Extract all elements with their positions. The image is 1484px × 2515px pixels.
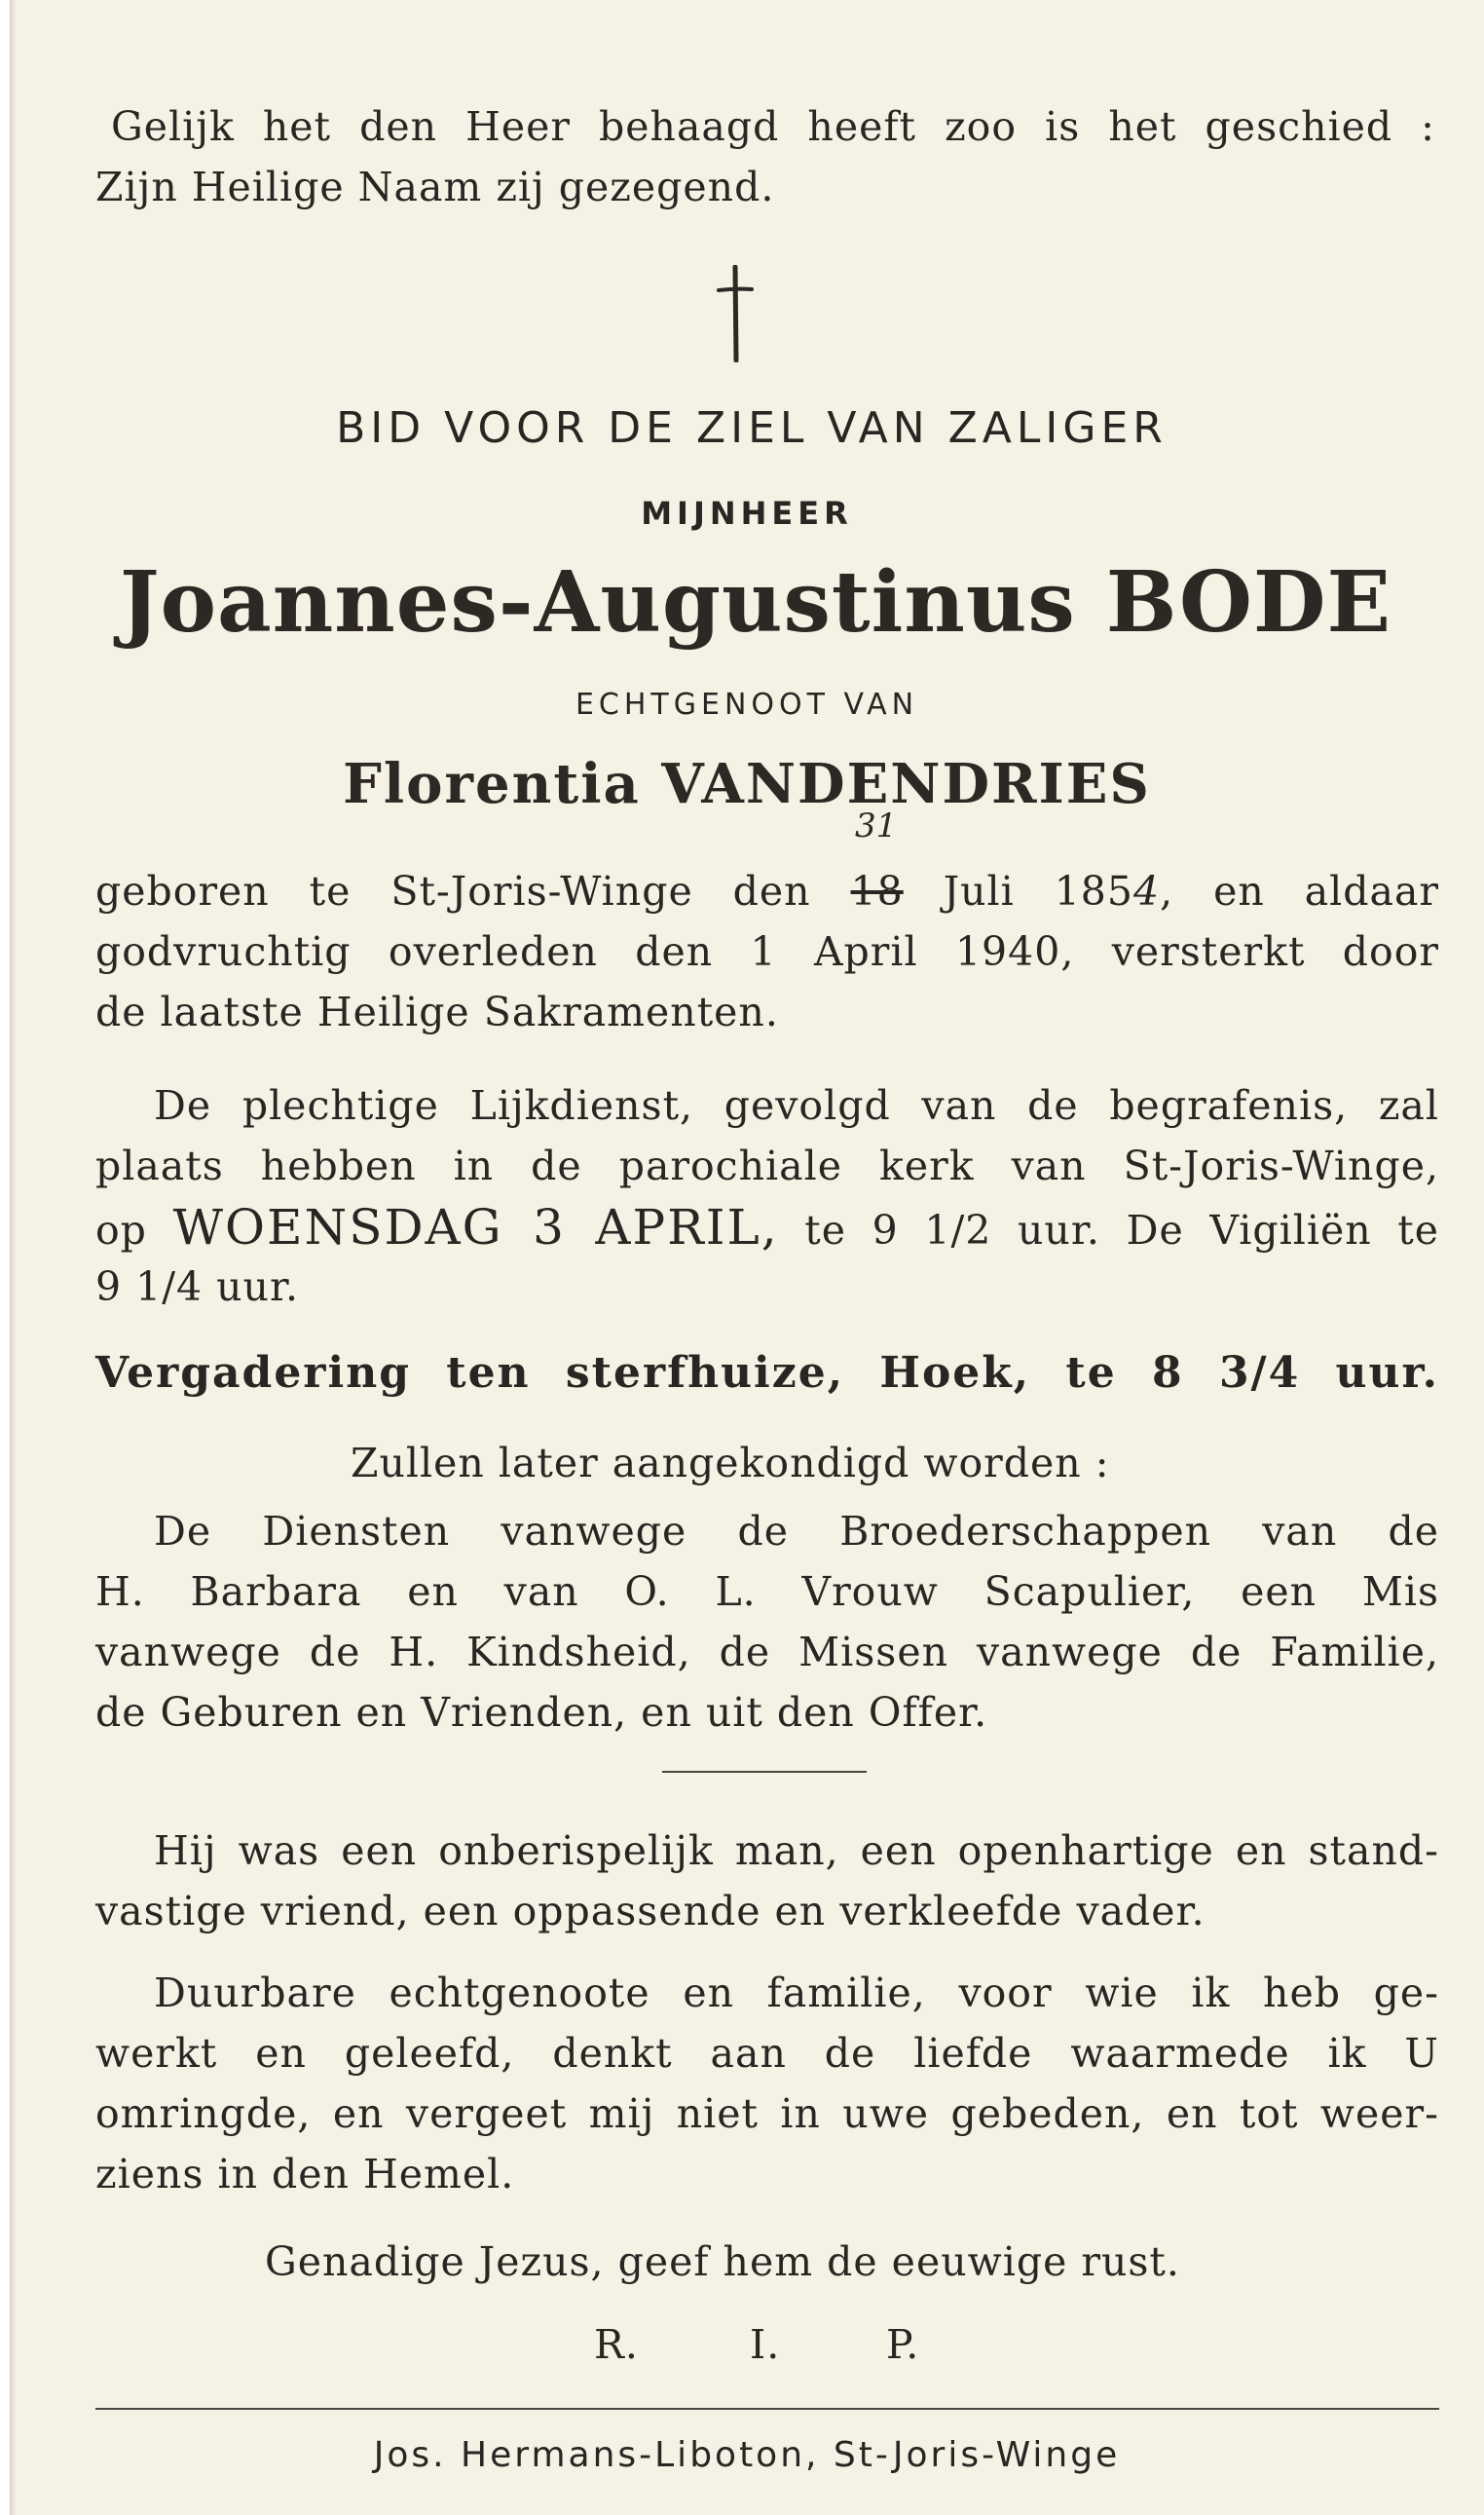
later-line-3: vanwege de H. Kindsheid, de Missen vanwege de Familie, [95, 1629, 1439, 1675]
service-line-1: De plechtige Lijkdienst, gevolgd van de begrafenis, zal [154, 1082, 1439, 1129]
birth-line-1 [95, 868, 1439, 915]
deceased-name: Joannes-Augustinus BODE [119, 553, 1392, 652]
header-line-2: Zijn Heilige Naam zij gezegend. [95, 164, 775, 210]
birth-line-1-c: en aldaar [1213, 868, 1439, 915]
later-line-4: de Geburen en Vrienden, en uit den Offer. [95, 1689, 988, 1736]
tribute-line-1: Hij was een onberispelijk man, een openhartige en stand- [154, 1827, 1439, 1874]
birth-line-3: de laatste Heilige Sakramenten. [95, 989, 779, 1035]
divider-bottom [95, 2408, 1439, 2410]
memorial-card [10, 0, 1484, 2515]
service-line-3 [95, 1199, 1439, 1256]
service-line-2: plaats hebben in de parochiale kerk van St-Joris-Winge, [95, 1143, 1439, 1189]
service-line-3-b: te 9 1/2 uur. De Vigiliën te [804, 1207, 1439, 1254]
farewell-line-4: ziens in den Hemel. [95, 2151, 515, 2197]
tribute-line-2: vastige vriend, een oppassende en verkleefde vader. [95, 1888, 1206, 1934]
rip-r: R. [594, 2321, 639, 2368]
header-line-1: Gelijk het den Heer behaagd heeft zoo is het geschied : [111, 103, 1435, 150]
printer-credit: Jos. Hermans-Liboton, St-Joris-Winge [373, 2435, 1121, 2475]
latin-cross-icon [717, 265, 754, 362]
birth-line-2: godvruchtig overleden den 1 April 1940, versterkt door [95, 928, 1439, 975]
later-line-1: De Diensten vanwege de Broederschappen van de [154, 1508, 1439, 1555]
farewell-line-3: omringde, en vergeet mij niet in uwe gebeden, en tot weer- [95, 2090, 1439, 2137]
divider-short [662, 1771, 867, 1773]
farewell-line-2: werkt en geleefd, denkt aan de liefde waarmede ik U [95, 2030, 1439, 2077]
service-day: WOENSDAG 3 APRIL, [172, 1199, 779, 1256]
farewell-line-1: Duurbare echtgenoote en familie, voor wie ik heb ge- [154, 1970, 1439, 2016]
rip-i: I. [750, 2321, 781, 2368]
birth-line-1-b: Juli 185 [943, 868, 1133, 915]
handwritten-day: 31 [855, 807, 898, 845]
title-mijnheer: MIJNHEER [641, 495, 853, 532]
birth-month-year: Juli 1854, [943, 868, 1174, 915]
handwritten-year: 4 [1132, 868, 1161, 915]
paper-edge [10, 0, 16, 2515]
spouse-name: Florentia VANDENDRIES [343, 752, 1151, 816]
meeting-line: Vergadering ten sterfhuize, Hoek, te 8 3/4 uur. [95, 1348, 1439, 1398]
later-line-2: H. Barbara en van O. L. Vrouw Scapulier, een Mis [95, 1568, 1439, 1615]
birth-line-1-a: geboren te St-Joris-Winge den [95, 868, 811, 915]
later-heading: Zullen later aangekondigd worden : [351, 1440, 1110, 1486]
birth-day-printed: 18 [850, 868, 904, 915]
spouse-label: ECHTGENOOT VAN [575, 688, 919, 722]
service-line-4: 9 1/4 uur. [95, 1263, 300, 1310]
prayer-line: Genadige Jezus, geef hem de eeuwige rust. [265, 2238, 1180, 2285]
bid-heading: BID VOOR DE ZIEL VAN ZALIGER [336, 403, 1168, 453]
rip-p: P. [886, 2321, 920, 2368]
service-line-3-a: op [95, 1207, 147, 1254]
